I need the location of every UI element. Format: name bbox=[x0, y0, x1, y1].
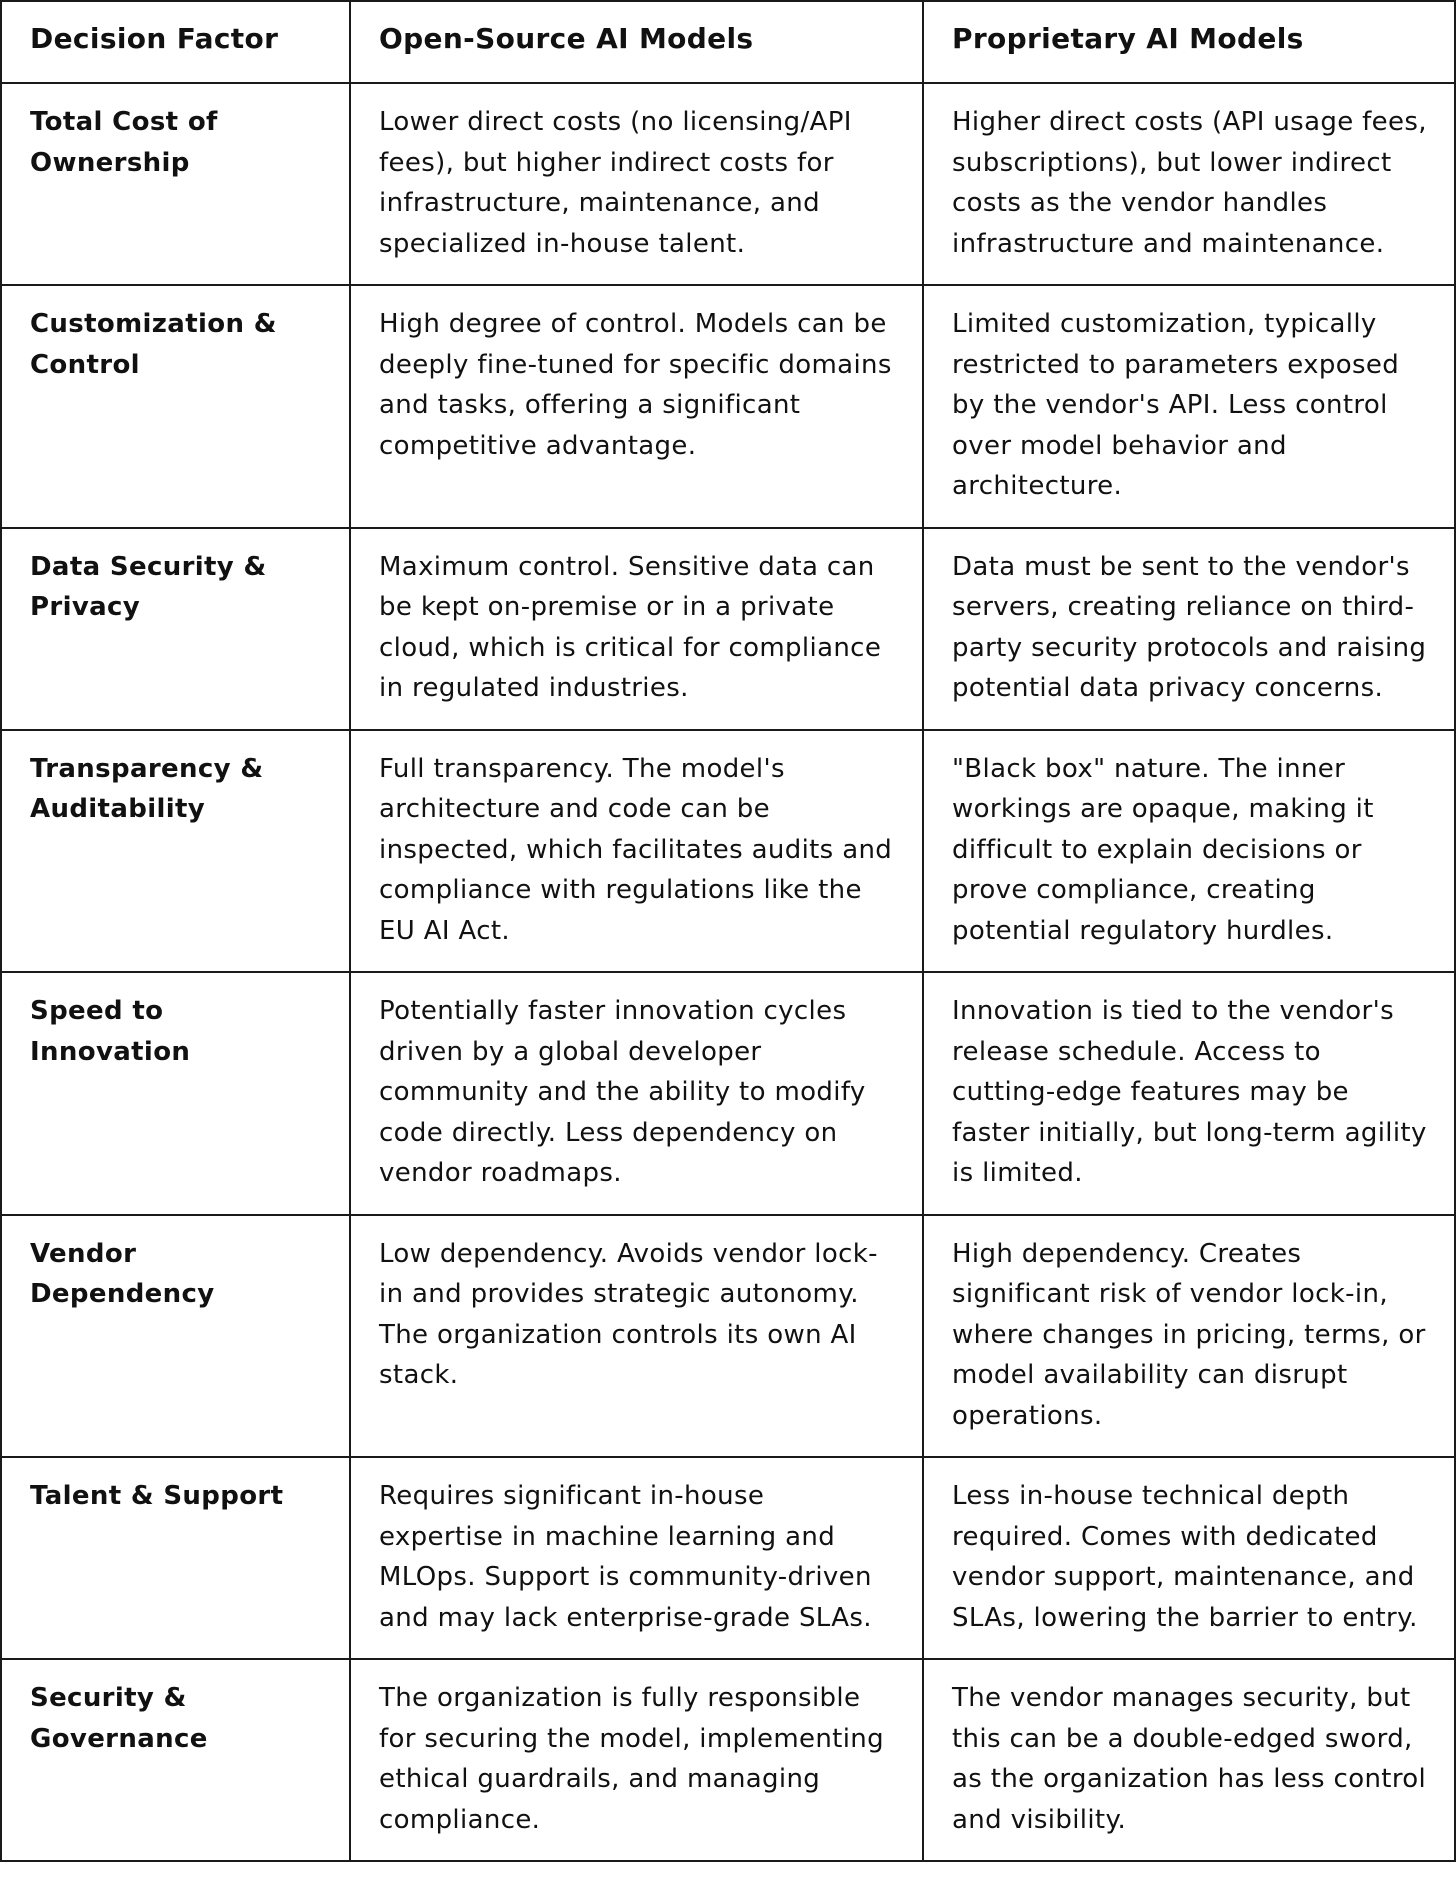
table-row bbox=[1, 285, 1455, 528]
open-source-cell: Maximum control. Sensitive data can be kept on-premise or in a private cloud, which is critical for compliance in regulated industries. bbox=[350, 528, 923, 730]
proprietary-cell: High dependency. Creates significant risk of vendor lock-in, where changes in pricing, terms, or model availability can disrupt operations. bbox=[923, 1215, 1455, 1458]
open-source-cell: High degree of control. Models can be deeply fine-tuned for specific domains and tasks, offering a significant competitive advantage. bbox=[350, 285, 923, 528]
table-row bbox=[1, 972, 1455, 1215]
table-row bbox=[1, 83, 1455, 285]
proprietary-cell: "Black box" nature. The inner workings are opaque, making it difficult to explain decisions or prove compliance, creating potential regulatory hurdles. bbox=[923, 730, 1455, 973]
table-row bbox=[1, 1659, 1455, 1861]
open-source-cell: Low dependency. Avoids vendor lock-in and provides strategic autonomy. The organization controls its own AI stack. bbox=[350, 1215, 923, 1458]
table-row bbox=[1, 1215, 1455, 1458]
open-source-cell: Requires significant in-house expertise in machine learning and MLOps. Support is community-driven and may lack enterprise-grade SLAs. bbox=[350, 1457, 923, 1659]
table-row bbox=[1, 730, 1455, 973]
proprietary-cell: Innovation is tied to the vendor's release schedule. Access to cutting-edge features may be faster initially, but long-term agility is limited. bbox=[923, 972, 1455, 1215]
open-source-cell: Full transparency. The model's architecture and code can be inspected, which facilitates audits and compliance with regulations like the EU AI Act. bbox=[350, 730, 923, 973]
header-open-source: Open-Source AI Models bbox=[350, 1, 923, 83]
factor-cell: Talent & Support bbox=[1, 1457, 350, 1659]
factor-cell: Customization & Control bbox=[1, 285, 350, 528]
factor-cell: Vendor Dependency bbox=[1, 1215, 350, 1458]
proprietary-cell: Limited customization, typically restricted to parameters exposed by the vendor's API. Less control over model behavior and architecture. bbox=[923, 285, 1455, 528]
header-decision-factor: Decision Factor bbox=[1, 1, 350, 83]
table-row bbox=[1, 1457, 1455, 1659]
proprietary-cell: Data must be sent to the vendor's servers, creating reliance on third-party security protocols and raising potential data privacy concerns. bbox=[923, 528, 1455, 730]
factor-cell: Data Security & Privacy bbox=[1, 528, 350, 730]
factor-cell: Security & Governance bbox=[1, 1659, 350, 1861]
open-source-cell: Lower direct costs (no licensing/API fees), but higher indirect costs for infrastructure, maintenance, and specialized in-house talent. bbox=[350, 83, 923, 285]
factor-cell: Speed to Innovation bbox=[1, 972, 350, 1215]
factor-cell: Total Cost of Ownership bbox=[1, 83, 350, 285]
factor-cell: Transparency & Auditability bbox=[1, 730, 350, 973]
header-proprietary: Proprietary AI Models bbox=[923, 1, 1455, 83]
proprietary-cell: The vendor manages security, but this can be a double-edged sword, as the organization has less control and visibility. bbox=[923, 1659, 1455, 1861]
open-source-cell: The organization is fully responsible for securing the model, implementing ethical guardrails, and managing compliance. bbox=[350, 1659, 923, 1861]
open-source-cell: Potentially faster innovation cycles driven by a global developer community and the ability to modify code directly. Less dependency on vendor roadmaps. bbox=[350, 972, 923, 1215]
proprietary-cell: Less in-house technical depth required. Comes with dedicated vendor support, maintenance, and SLAs, lowering the barrier to entry. bbox=[923, 1457, 1455, 1659]
table-row bbox=[1, 528, 1455, 730]
proprietary-cell: Higher direct costs (API usage fees, subscriptions), but lower indirect costs as the vendor handles infrastructure and maintenance. bbox=[923, 83, 1455, 285]
header-row bbox=[1, 1, 1455, 83]
